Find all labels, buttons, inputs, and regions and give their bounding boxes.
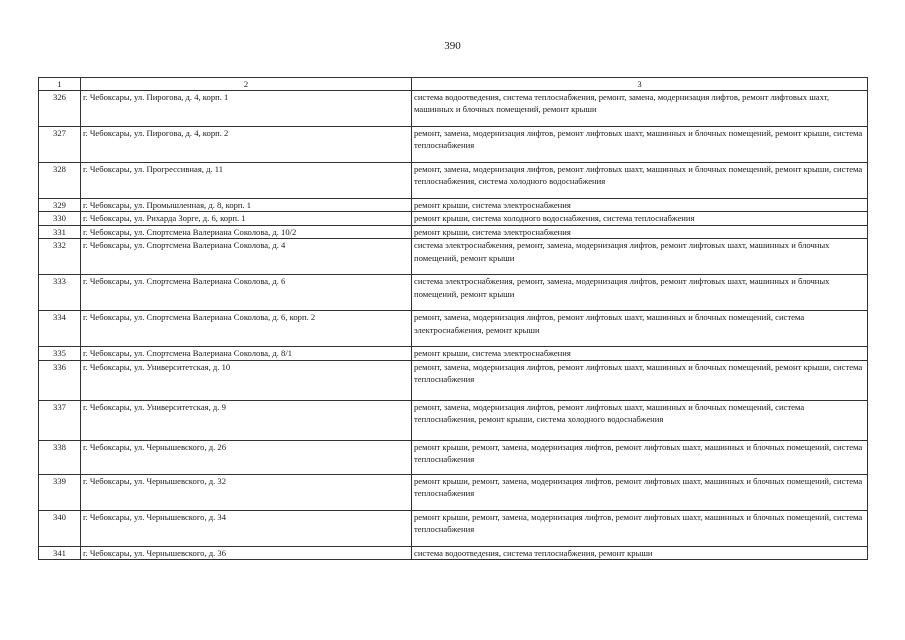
row-number: 329 <box>39 199 81 212</box>
row-works: система электроснабжения, ремонт, замена, модернизация лифтов, ремонт лифтовых шахт, машинных и блочных помещений, ремонт крыши <box>412 275 868 311</box>
row-address: г. Чебоксары, ул. Университетская, д. 9 <box>81 400 412 440</box>
row-works: ремонт, замена, модернизация лифтов, ремонт лифтовых шахт, машинных и блочных помещений, ремонт крыши, система теплоснабжения, система холодного водоснабжения <box>412 163 868 199</box>
row-address: г. Чебоксары, ул. Спортсмена Валериана Соколова, д. 6 <box>81 275 412 311</box>
row-address: г. Чебоксары, ул. Чернышевского, д. 32 <box>81 474 412 510</box>
table-row <box>39 510 868 546</box>
table-row <box>39 91 868 127</box>
row-works: ремонт крыши, система холодного водоснабжения, система теплоснабжения <box>412 212 868 225</box>
table-row <box>39 212 868 225</box>
header-col-address: 2 <box>81 78 412 91</box>
table-row <box>39 199 868 212</box>
row-number: 339 <box>39 474 81 510</box>
row-address: г. Чебоксары, ул. Чернышевского, д. 26 <box>81 440 412 474</box>
row-number: 331 <box>39 225 81 238</box>
table-row <box>39 360 868 400</box>
table-row <box>39 311 868 347</box>
table-row <box>39 239 868 275</box>
header-col-number: 1 <box>39 78 81 91</box>
row-works: ремонт крыши, система электроснабжения <box>412 199 868 212</box>
row-number: 335 <box>39 347 81 360</box>
row-address: г. Чебоксары, ул. Университетская, д. 10 <box>81 360 412 400</box>
row-address: г. Чебоксары, ул. Рихарда Зорге, д. 6, корп. 1 <box>81 212 412 225</box>
row-number: 333 <box>39 275 81 311</box>
row-works: ремонт крыши, ремонт, замена, модернизация лифтов, ремонт лифтовых шахт, машинных и блочных помещений, система теплоснабжения <box>412 474 868 510</box>
row-number: 337 <box>39 400 81 440</box>
row-works: система водоотведения, система теплоснабжения, ремонт крыши <box>412 546 868 559</box>
table-body <box>39 91 868 560</box>
table-row <box>39 400 868 440</box>
row-number: 334 <box>39 311 81 347</box>
row-works: система водоотведения, система теплоснабжения, ремонт, замена, модернизация лифтов, ремонт лифтовых шахт, машинных и блочных помещений, ремонт крыши <box>412 91 868 127</box>
table-row <box>39 127 868 163</box>
table-row <box>39 474 868 510</box>
row-works: ремонт, замена, модернизация лифтов, ремонт лифтовых шахт, машинных и блочных помещений, система электроснабжения, ремонт крыши <box>412 311 868 347</box>
row-number: 338 <box>39 440 81 474</box>
registry-table <box>38 77 868 560</box>
table-row <box>39 275 868 311</box>
header-col-works: 3 <box>412 78 868 91</box>
row-works: система электроснабжения, ремонт, замена, модернизация лифтов, ремонт лифтовых шахт, машинных и блочных помещений, ремонт крыши <box>412 239 868 275</box>
row-address: г. Чебоксары, ул. Пирогова, д. 4, корп. 1 <box>81 91 412 127</box>
table-header <box>39 78 868 91</box>
row-works: ремонт крыши, система электроснабжения <box>412 225 868 238</box>
row-number: 327 <box>39 127 81 163</box>
row-works: ремонт, замена, модернизация лифтов, ремонт лифтовых шахт, машинных и блочных помещений, система теплоснабжения, ремонт крыши, система холодного водоснабжения <box>412 400 868 440</box>
row-number: 336 <box>39 360 81 400</box>
table-row <box>39 546 868 559</box>
row-address: г. Чебоксары, ул. Спортсмена Валериана Соколова, д. 4 <box>81 239 412 275</box>
row-address: г. Чебоксары, ул. Спортсмена Валериана Соколова, д. 6, корп. 2 <box>81 311 412 347</box>
table-row <box>39 163 868 199</box>
row-number: 332 <box>39 239 81 275</box>
row-address: г. Чебоксары, ул. Спортсмена Валериана Соколова, д. 10/2 <box>81 225 412 238</box>
row-number: 330 <box>39 212 81 225</box>
row-address: г. Чебоксары, ул. Спортсмена Валериана Соколова, д. 8/1 <box>81 347 412 360</box>
header-row <box>39 78 868 91</box>
row-address: г. Чебоксары, ул. Чернышевского, д. 34 <box>81 510 412 546</box>
row-works: ремонт крыши, система электроснабжения <box>412 347 868 360</box>
table-row <box>39 347 868 360</box>
page-number: 390 <box>444 40 461 52</box>
row-address: г. Чебоксары, ул. Прогрессивная, д. 11 <box>81 163 412 199</box>
row-number: 341 <box>39 546 81 559</box>
row-works: ремонт, замена, модернизация лифтов, ремонт лифтовых шахт, машинных и блочных помещений, ремонт крыши, система теплоснабжения <box>412 360 868 400</box>
table-row <box>39 440 868 474</box>
row-works: ремонт, замена, модернизация лифтов, ремонт лифтовых шахт, машинных и блочных помещений, ремонт крыши, система теплоснабжения <box>412 127 868 163</box>
table-row <box>39 225 868 238</box>
row-works: ремонт крыши, ремонт, замена, модернизация лифтов, ремонт лифтовых шахт, машинных и блочных помещений, система теплоснабжения <box>412 510 868 546</box>
row-number: 328 <box>39 163 81 199</box>
row-address: г. Чебоксары, ул. Чернышевского, д. 36 <box>81 546 412 559</box>
row-address: г. Чебоксары, ул. Пирогова, д. 4, корп. 2 <box>81 127 412 163</box>
row-number: 326 <box>39 91 81 127</box>
row-works: ремонт крыши, ремонт, замена, модернизация лифтов, ремонт лифтовых шахт, машинных и блочных помещений, система теплоснабжения <box>412 440 868 474</box>
row-number: 340 <box>39 510 81 546</box>
row-address: г. Чебоксары, ул. Промышленная, д. 8, корп. 1 <box>81 199 412 212</box>
